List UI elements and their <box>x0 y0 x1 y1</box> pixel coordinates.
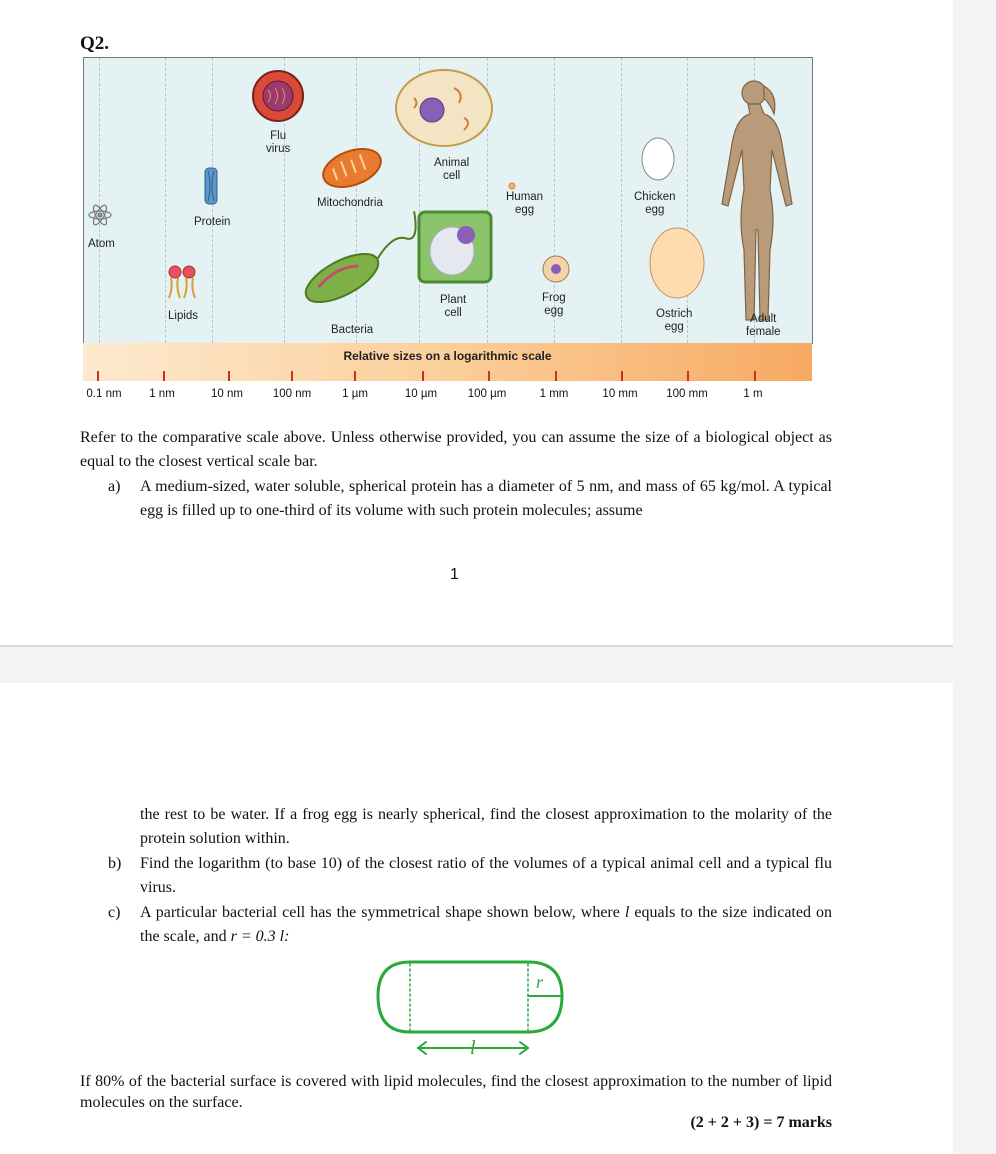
scale-tick <box>555 371 557 381</box>
atom-icon <box>89 203 111 226</box>
scale-tick-label: 10 µm <box>404 388 438 400</box>
scale-tick-label: 10 mm <box>602 388 638 400</box>
part-b <box>108 852 832 900</box>
label-human-egg: Human egg <box>506 191 544 216</box>
chicken-egg-icon <box>642 138 674 180</box>
scale-tick <box>163 371 165 381</box>
label-lipids: Lipids <box>168 310 199 322</box>
part-c-marker: c) <box>108 904 121 921</box>
part-a-continued <box>108 803 832 851</box>
scale-tick-label: 1 µm <box>342 388 368 400</box>
label-atom: Atom <box>88 238 115 250</box>
final-paragraph: If 80% of the bacterial surface is covered with lipid molecules, find the closest approximation to the number of lipid molecules on the surface. <box>80 1073 832 1111</box>
scale-tick-label: 0.1 nm <box>86 388 122 400</box>
scale-tick <box>97 371 99 381</box>
human-egg-icon <box>509 183 515 189</box>
part-c-text: A particular bacterial cell has the symmetrical shape shown below, where l equals to the size indicated on the scale, and r = 0.3 l: <box>140 904 833 945</box>
figure-panel <box>83 57 813 344</box>
label-ostrich-egg: Ostrich egg <box>656 308 693 333</box>
scale-title: Relative sizes on a logarithmic scale <box>343 349 552 363</box>
label-protein: Protein <box>194 216 231 228</box>
part-a-continued-text: the rest to be water. If a frog egg is nearly spherical, find the closest approximation to the molarity of the protein solution within. <box>140 806 832 847</box>
intro-paragraph: Refer to the comparative scale above. Unless otherwise provided, you can assume the size of a biological object as equal to the closest vertical scale bar. <box>80 429 832 470</box>
scale-tick <box>291 371 293 381</box>
scale-tick <box>754 371 756 381</box>
plant-cell-icon <box>419 212 491 282</box>
label-plant-cell: Plant cell <box>440 294 467 319</box>
part-c <box>108 901 832 949</box>
bacterium-sketch <box>370 950 580 1060</box>
page-break <box>0 645 953 683</box>
scale-tick <box>228 371 230 381</box>
scale-tick <box>354 371 356 381</box>
scale-tick-label: 1 m <box>743 388 763 400</box>
sketch-l-label: l <box>470 1037 476 1059</box>
scale-tick-label: 100 µm <box>467 388 507 400</box>
label-animal-cell: Animal cell <box>434 157 470 182</box>
scale-tick-label: 1 nm <box>149 388 175 400</box>
scale-tick <box>488 371 490 381</box>
scale-band <box>83 343 812 381</box>
question-title: Q2. <box>80 33 110 54</box>
frog-egg-icon <box>543 256 569 282</box>
protein-icon <box>205 168 217 204</box>
marks-total: (2 + 2 + 3) = 7 marks <box>690 1114 832 1131</box>
lipids-icon <box>169 266 195 298</box>
scale-tick <box>621 371 623 381</box>
log-scale-figure <box>82 56 812 406</box>
part-a <box>108 475 832 523</box>
scale-tick-label: 10 nm <box>211 388 243 400</box>
part-a-marker: a) <box>108 478 121 495</box>
flu-virus-icon <box>253 71 303 121</box>
adult-female-icon <box>722 81 792 320</box>
animal-cell-icon <box>396 70 492 146</box>
scale-tick <box>422 371 424 381</box>
bacteria-icon <box>295 211 434 311</box>
label-mitochondria: Mitochondria <box>317 197 383 209</box>
sketch-r-label: r <box>536 972 544 992</box>
document-gutter <box>953 0 996 1154</box>
label-adult-female: Adult female <box>746 313 781 338</box>
scale-tick <box>687 371 689 381</box>
page-number: 1 <box>450 566 459 583</box>
mitochondria-icon <box>318 142 386 194</box>
label-bacteria: Bacteria <box>331 324 374 336</box>
scale-tick-label: 100 mm <box>666 388 708 400</box>
label-chicken-egg: Chicken egg <box>634 191 676 216</box>
label-frog-egg: Frog egg <box>542 292 566 317</box>
part-b-marker: b) <box>108 855 122 872</box>
ostrich-egg-icon <box>650 228 704 298</box>
scale-tick-label: 1 mm <box>539 388 569 400</box>
part-b-text: Find the logarithm (to base 10) of the closest ratio of the volumes of a typical animal cell and a typical flu virus. <box>140 855 832 896</box>
label-flu-virus: Flu virus <box>266 130 291 155</box>
part-a-text: A medium-sized, water soluble, spherical protein has a diameter of 5 nm, and mass of 65 kg/mol. A typical egg is filled up to one-third of its volume with such protein molecules; assume <box>140 478 832 519</box>
scale-tick-label: 100 nm <box>272 388 312 400</box>
